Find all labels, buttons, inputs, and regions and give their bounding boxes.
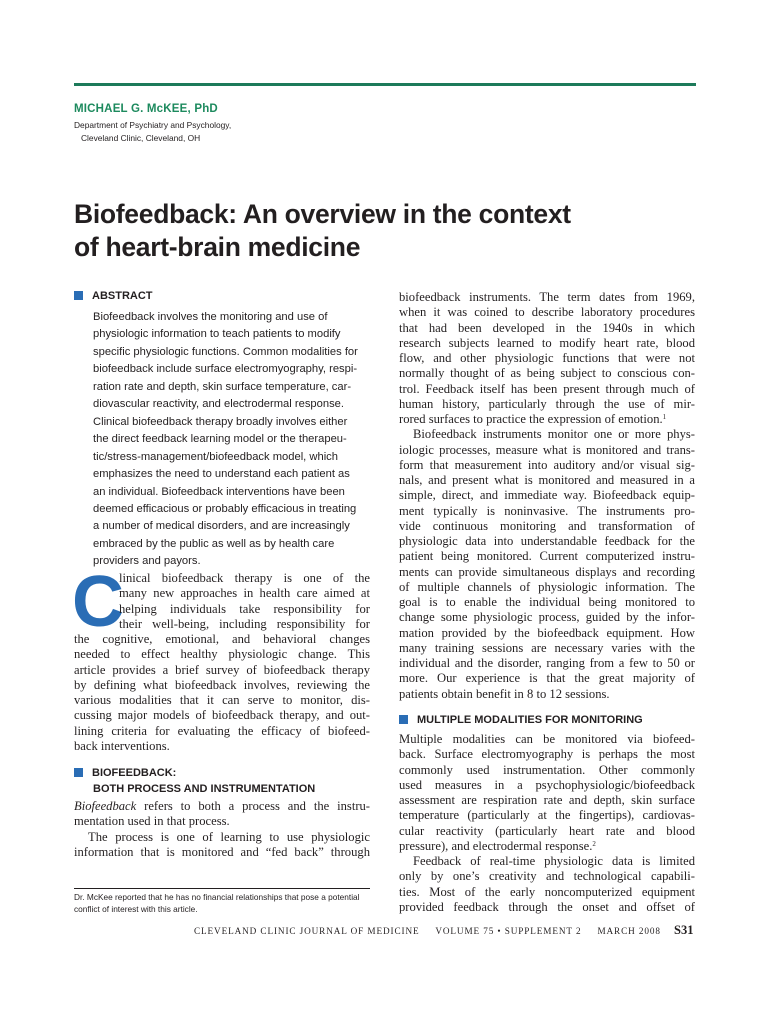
header-rule bbox=[74, 83, 696, 86]
text-line: nals, and present what is monitored and measured in a bbox=[399, 473, 695, 487]
text-line: ments can provide simultaneous displays and recording bbox=[399, 564, 695, 579]
text-line: simple, direct, and immediate way. Biofeedback equip- bbox=[399, 488, 695, 503]
text-line: human history, particularly through the use of mir- bbox=[399, 396, 695, 411]
text-line: Biofeedback involves the monitoring and use of bbox=[93, 311, 328, 323]
text-line: individual and the disorder, ranging from a few to 50 or bbox=[399, 656, 695, 670]
section-marker-icon bbox=[74, 291, 83, 300]
text-line: goal is to enable the individual being monitored to bbox=[399, 595, 695, 609]
text-line: temperature (particularly at the fingertips), cardiovas- bbox=[399, 808, 695, 823]
section-marker-icon bbox=[399, 715, 408, 724]
text-line: when it was coined to describe laboratory procedures bbox=[399, 305, 695, 320]
text-line: commonly used instrumentation. Other commonly bbox=[399, 762, 695, 777]
reference-marker: 2 bbox=[592, 839, 596, 848]
author-affiliation bbox=[74, 119, 294, 144]
section1-body bbox=[74, 799, 370, 860]
text-line: mentation used in that process. bbox=[74, 814, 230, 829]
drop-cap: C bbox=[72, 562, 124, 642]
text-line: cussing major models of biofeedback therapy, and out- bbox=[74, 708, 370, 723]
text-line: trol. Feedback itself has been present through much of bbox=[399, 381, 695, 396]
text-line: physiologic information to teach patients to modify bbox=[93, 328, 341, 341]
text-line: provided feedback through the onset and offset of bbox=[399, 899, 695, 914]
article-title bbox=[74, 198, 674, 264]
text-line: many new approaches in health care aimed at bbox=[119, 586, 370, 601]
text-line: rored surfaces to practice the expression of emotion.$^1$ bbox=[399, 412, 667, 426]
text-line: biofeedback instruments. The term dates from 1969, bbox=[399, 290, 695, 304]
text-line: Clinical biofeedback therapy broadly involves either bbox=[93, 415, 348, 428]
abstract-body bbox=[93, 309, 376, 571]
text-line: needed to effect healthy physiologic change. This bbox=[74, 647, 370, 662]
text-line: lining criteria for evaluating the efficacy of biofeed- bbox=[74, 723, 370, 738]
text-line: specific physiologic functions. Common modalities for bbox=[93, 345, 358, 358]
author-name: MICHAEL G. McKEE, PhD bbox=[74, 103, 218, 115]
text-line: cular reactivity (particularly heart rate and blood bbox=[399, 823, 695, 838]
text-line: providers and payors. bbox=[93, 555, 201, 568]
title-line: Biofeedback: An overview in the context bbox=[74, 199, 571, 229]
text-line: the cognitive, emotional, and behavioral changes bbox=[74, 632, 370, 646]
text-line: biofeedback include surface electromyography, respi- bbox=[93, 363, 358, 376]
text-line: their well-being, including responsibility for bbox=[119, 616, 370, 631]
text-line: ration rate and depth, skin surface temperature, car- bbox=[93, 380, 352, 393]
text-line: Feedback of real-time physiologic data is limited bbox=[413, 854, 695, 868]
section-marker-icon bbox=[74, 768, 83, 777]
text-line: article provides a brief survey of biofeedback therapy bbox=[74, 662, 370, 677]
text-line: more. Our experience is that the great majority of bbox=[399, 671, 695, 686]
text-line: flow, and other physiologic functions that were not bbox=[399, 351, 695, 365]
text-line: patients obtain benefit in 8 to 12 sessions. bbox=[399, 686, 610, 701]
section-heading-biofeedback: BIOFEEDBACK: BOTH PROCESS AND INSTRUMENTATION bbox=[74, 765, 315, 797]
text-line: back interventions. bbox=[74, 738, 170, 753]
footnote: Dr. McKee reported that he has no financial relationships that pose a potential conflict of interest with this article. bbox=[74, 892, 360, 914]
footer-journal: CLEVELAND CLINIC JOURNAL OF MEDICINE VOLUME 75 • SUPPLEMENT 2 MARCH 2008 bbox=[194, 926, 661, 936]
text-line: Biofeedback instruments monitor one or more phys- bbox=[413, 427, 695, 442]
page-number: S31 bbox=[674, 923, 694, 937]
text-line: ties. Most of the early noncomputerized equipment bbox=[399, 884, 695, 899]
text-line: back. Surface electromyography is perhaps the most bbox=[399, 747, 695, 762]
text-line: an individual. Biofeedback interventions have been bbox=[93, 485, 345, 498]
title-line: of heart-brain medicine bbox=[74, 232, 361, 262]
intro-paragraph bbox=[74, 571, 370, 754]
text-line: tic/stress-management/biofeedback model, which bbox=[93, 450, 338, 463]
text-line: various modalities that it can serve to monitor, dis- bbox=[74, 693, 370, 707]
text-line: Multiple modalities can be monitored via biofeed- bbox=[399, 732, 695, 746]
text-line: by defining what biofeedback involves, reviewing the bbox=[74, 677, 370, 692]
text-line: of multiple channels of physiologic information. The bbox=[399, 579, 695, 594]
text-line: emphasizes the need to understand each patient as bbox=[93, 468, 350, 481]
text-line: The process is one of learning to use physiologic bbox=[88, 829, 370, 844]
text-line: information that is monitored and “fed back” through bbox=[74, 844, 370, 859]
text-line: patient being monitored. Current computerized instru- bbox=[399, 549, 695, 564]
text-line: linical biofeedback therapy is one of the bbox=[119, 571, 370, 585]
text-line: deemed efficacious or probably efficacious in treating bbox=[93, 502, 357, 515]
text-line: mation provided by the biofeedback equipment. How bbox=[399, 625, 695, 640]
text-line: physiologic data into understandable feedback for the bbox=[399, 534, 695, 548]
text-line: many training sessions are necessary varies with the bbox=[399, 640, 695, 655]
text-line: only by one’s creativity and technological capabili- bbox=[399, 869, 695, 884]
text-line: ment typically is noninvasive. The instruments pro- bbox=[399, 503, 695, 518]
footnote-rule bbox=[74, 888, 370, 889]
section2-body bbox=[399, 732, 695, 915]
text-line: helping individuals take responsibility for bbox=[119, 601, 370, 616]
text-line: normally thought of as being subject to conscious con- bbox=[399, 366, 695, 381]
column2-body bbox=[399, 290, 695, 702]
reference-marker: 1 bbox=[662, 413, 667, 421]
text-line: that had been developed in the 1940s in which bbox=[399, 320, 695, 335]
text-line: iologic processes, measure what is monitored and trans- bbox=[399, 442, 695, 457]
text-line: diovascular reactivity, and electrodermal response. bbox=[93, 398, 345, 411]
text-line: embraced by the public as well as by health care bbox=[93, 537, 335, 550]
text-line: form that measurement into auditory and/or visual sig- bbox=[399, 457, 695, 472]
text-line: Biofeedback refers to both a process and the instru- bbox=[74, 799, 370, 813]
text-line: change some physiologic process, guided by the infor- bbox=[399, 610, 695, 625]
affiliation-line: Cleveland Clinic, Cleveland, OH bbox=[81, 132, 201, 143]
section-heading-modalities: MULTIPLE MODALITIES FOR MONITORING bbox=[399, 714, 643, 726]
text-line: pressure), and electrodermal response.$^2$ bbox=[399, 838, 596, 853]
text-line: assessment are respiration rate and depth, skin surface bbox=[399, 793, 695, 807]
text-line: a number of medical disorders, and are increasingly bbox=[93, 520, 350, 533]
text-line: the direct feedback learning model or the therapeu- bbox=[93, 433, 347, 446]
text-line: research subjects learned to modify heart rate, blood bbox=[399, 335, 695, 350]
affiliation-line: Department of Psychiatry and Psychology, bbox=[74, 120, 232, 130]
text-line: used measures in a psychophysiologic/biofeedback bbox=[399, 777, 695, 792]
abstract-heading: ABSTRACT bbox=[74, 290, 153, 302]
text-line: vide continuous monitoring and transformation of bbox=[399, 518, 695, 533]
